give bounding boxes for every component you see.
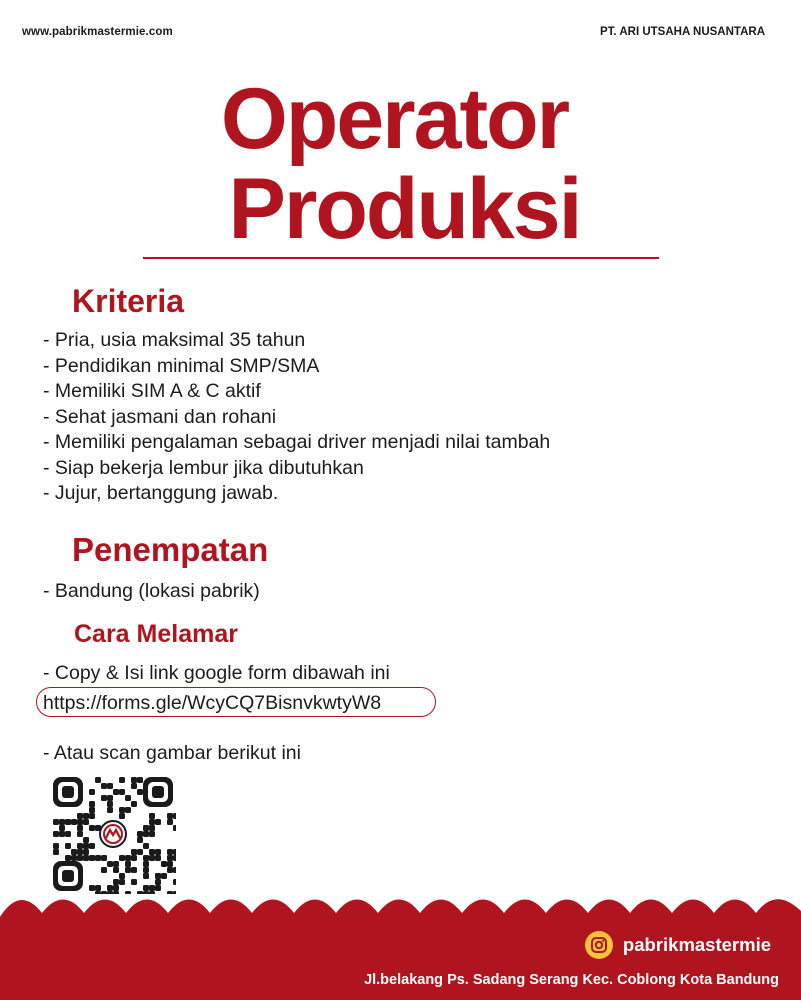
- penempatan-heading: Penempatan: [72, 531, 269, 568]
- company-address: Jl.belakang Ps. Sadang Serang Kec. Coblong Kota Bandung: [364, 972, 779, 988]
- kriteria-item: - Memiliki pengalaman sebagai driver menjadi nilai tambah: [43, 431, 551, 453]
- website-url: www.pabrikmastermie.com: [22, 26, 173, 38]
- scan-instruction: - Atau scan gambar berikut ini: [43, 742, 301, 764]
- company-name: PT. ARI UTSAHA NUSANTARA: [599, 26, 765, 38]
- kriteria-item: - Pendidikan minimal SMP/SMA: [43, 354, 320, 377]
- kriteria-list: [43, 328, 550, 507]
- instagram-row[interactable]: [585, 931, 771, 959]
- google-form-link[interactable]: https://forms.gle/WcyCQ7BisnvkwtyW8: [36, 687, 436, 717]
- kriteria-heading: Kriteria: [72, 283, 185, 319]
- penempatan-list: [43, 579, 260, 605]
- kriteria-item: - Memiliki SIM A & C aktif: [43, 380, 261, 402]
- kriteria-item: - Siap bekerja lembur jika dibutuhkan: [43, 456, 364, 479]
- cara-list: [43, 661, 390, 687]
- job-title-line-2: Produksi: [228, 161, 581, 257]
- qr-code[interactable]: [50, 774, 176, 894]
- instagram-icon: [585, 931, 613, 959]
- kriteria-item: - Sehat jasmani dan rohani: [43, 405, 277, 428]
- job-title-line-1: Operator: [220, 71, 569, 167]
- kriteria-item: - Pria, usia maksimal 35 tahun: [43, 329, 306, 351]
- instagram-handle: pabrikmastermie: [622, 934, 771, 955]
- cara-instruction: - Copy & Isi link google form dibawah ini: [43, 662, 390, 684]
- title-divider: [143, 257, 659, 259]
- cara-melamar-heading: Cara Melamar: [74, 620, 238, 648]
- penempatan-item: - Bandung (lokasi pabrik): [43, 580, 260, 602]
- kriteria-item: - Jujur, bertanggung jawab.: [43, 482, 279, 504]
